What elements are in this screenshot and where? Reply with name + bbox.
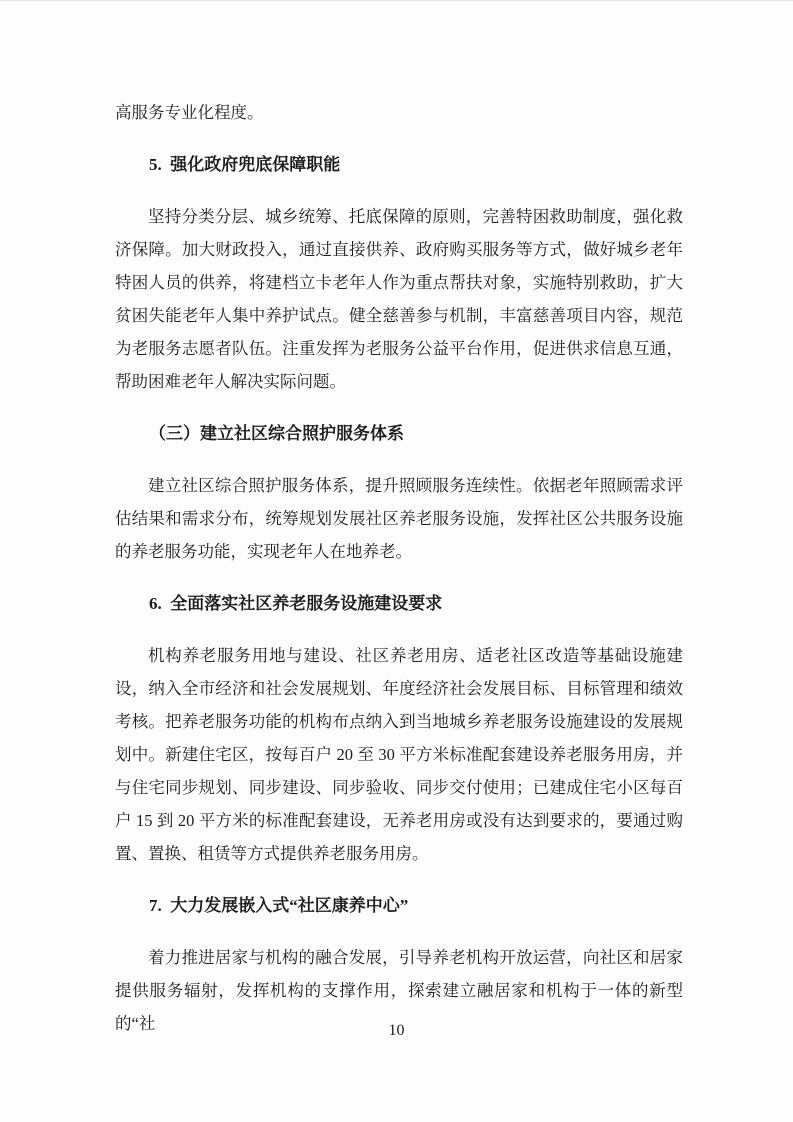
body-paragraph-embedded-care-center: 着力推进居家与机构的融合发展，引导养老机构开放运营，向社区和居家提供服务辐射，发挥机构的支撑作用，探索建立融居家和机构于一体的新型的“社	[115, 948, 683, 1033]
body-paragraph-government-guarantee: 坚持分类分层、城乡统筹、托底保障的原则，完善特困救助制度，强化救济保障。加大财政投入，通过直接供养、政府购买服务等方式，做好城乡老年特困人员的供养，将建档立卡老年人作为重点帮扶对象，实施特别救助，扩大贫困失能老年人集中养护试点。健全慈善参与机制，丰富慈善项目内容，规范为老服务志愿者队伍。注重发挥为老服务公益平台作用，促进供求信息互通，帮助困难老年人解决实际问题。	[115, 207, 683, 391]
section-heading-6: 6. 全面落实社区养老服务设施建设要求	[149, 594, 443, 613]
section-heading-7: 7. 大力发展嵌入式“社区康养中心”	[149, 896, 409, 915]
section-heading-5: 5. 强化政府兜底保障职能	[149, 155, 341, 174]
body-paragraph-community-care-system: 建立社区综合照护服务体系，提升照顾服务连续性。依据老年照顾需求评估结果和需求分布，统筹规划发展社区养老服务设施，发挥社区公共服务设施的养老服务功能，实现老年人在地养老。	[115, 476, 683, 561]
page-number: 10	[388, 1022, 405, 1039]
continued-paragraph: 高服务专业化程度。	[115, 103, 264, 122]
subsection-heading-three: （三）建立社区综合照护服务体系	[149, 424, 404, 443]
document-content	[115, 96, 683, 1040]
body-paragraph-facility-construction: 机构养老服务用地与建设、社区养老用房、适老社区改造等基础设施建设，纳入全市经济和社会发展规划、年度经济社会发展目标、目标管理和绩效考核。把养老服务功能的机构布点纳入到当地城乡养老服务设施建设的发展规划中。新建住宅区，按每百户 20 至 30 平方米标准配套建设养老服务用房，并与住宅同步规划、同步建设、同步验收、同步交付使用；已建成住宅小区每百户 15 到 20 平方米的标准配套建设，无养老用房或没有达到要求的，要通过购置、置换、租赁等方式提供养老服务用房。	[115, 646, 683, 863]
